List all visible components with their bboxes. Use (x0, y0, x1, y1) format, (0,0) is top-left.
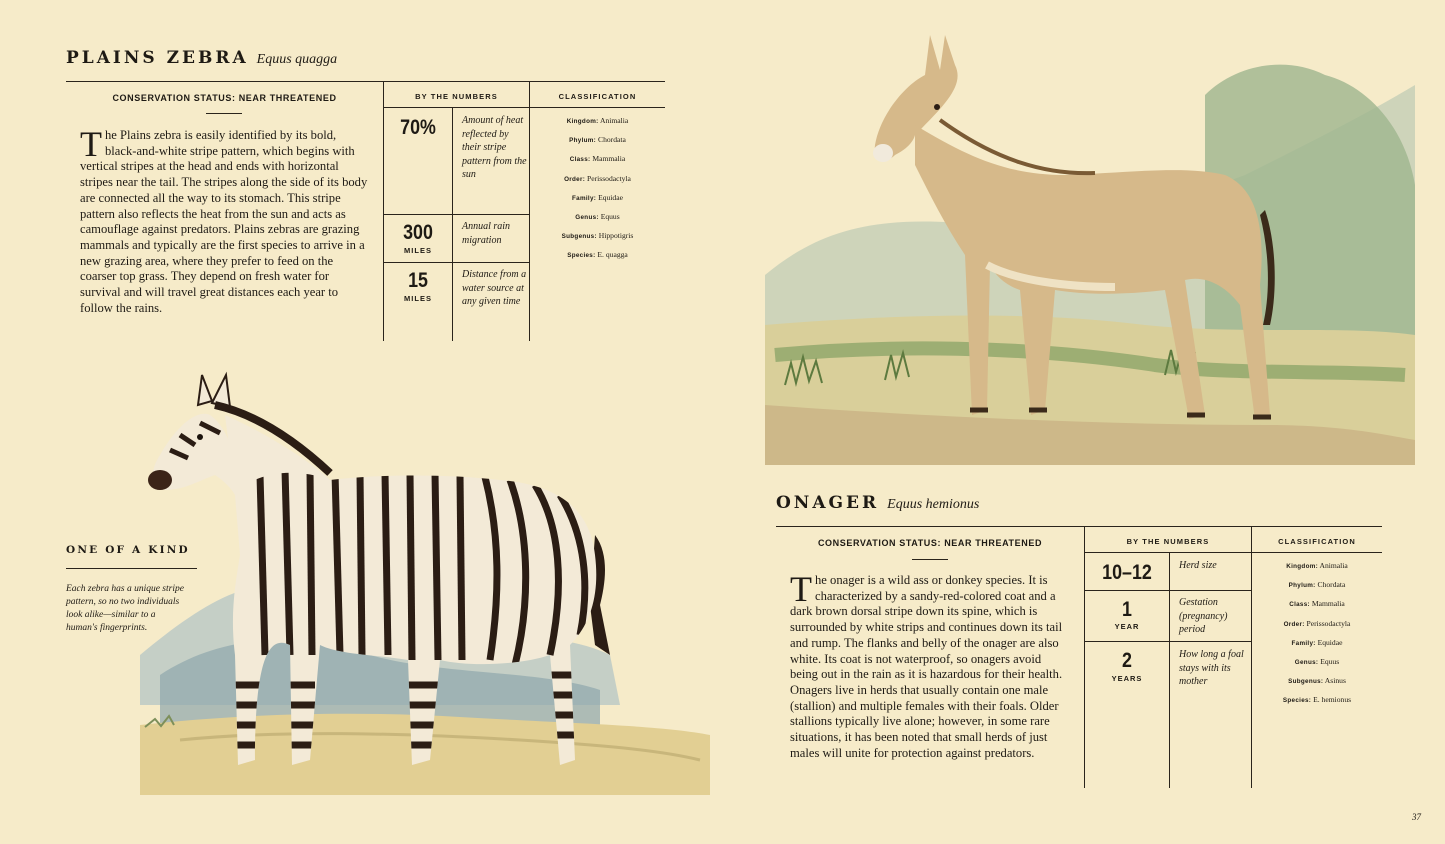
classification-row: Genus: Equus (1294, 657, 1340, 667)
onager-stat-desc: Gestation (pregnancy) period (1179, 597, 1228, 636)
onager-stat-desc: How long a foal stays with its mother (1179, 649, 1244, 688)
onager-conservation-status: CONSERVATION STATUS: NEAR THREATENED (817, 538, 1043, 548)
onager-drop-cap: T (790, 569, 812, 609)
onager-illustration (765, 25, 1420, 470)
zebra-stat-desc: Amount of heat reflected by their stripe pattern from the sun (462, 115, 527, 181)
classification-row: Genus: Equus (575, 212, 620, 222)
aside-title: ONE OF A KIND (66, 544, 190, 556)
zebra-stat-desc: Annual rain migration (462, 221, 511, 246)
zebra-top-rule (66, 81, 665, 82)
onager-stat-value: 1 (1122, 598, 1132, 621)
onager-stat-value: 2 (1122, 649, 1132, 672)
onager-status-rule (912, 559, 948, 560)
zebra-common-name: PLAINS ZEBRA (66, 48, 249, 68)
classification-row: Subgenus: Hippotigris (561, 231, 634, 241)
onager-header-rule (1084, 552, 1382, 553)
classification-row: Kingdom: Animalia (1286, 561, 1348, 570)
zebra-paragraph: he Plains zebra is easily identified by its bold, black-and-white stripe pattern, which begins with vertical stripes at the head and ends with horizontal stripes near the tail. The stripes along the side of its body are connected all the way to its stomach. This stripe pattern also reflects the heat from the sun and acts as camouflage against predators. Plains zebras are grazing mammals and typically are the first species to arrive in a new grazing area, where they prefer to feed on the coarser top grass. They depend on fresh water for survival and will travel great distances each year to follow the rains. (80, 128, 368, 315)
zebra-stat-value: 300 (403, 221, 433, 244)
zebra-body-text (80, 124, 370, 316)
zebra-stat-desc: Distance from a water source at any given time (462, 269, 527, 308)
zebra-title (66, 48, 337, 68)
onager-title (776, 493, 979, 513)
zebra-illustration (140, 355, 720, 800)
zebra-header-rule (383, 107, 665, 108)
classification-row: Class: Mammalia (569, 154, 626, 164)
onager-classification-header: CLASSIFICATION (1278, 537, 1356, 546)
classification-row: Subgenus: Asinus (1288, 676, 1346, 686)
classification-row: Species: E. quagga (567, 250, 628, 260)
onager-stat-unit: YEARS (1111, 674, 1143, 683)
onager-divider-1 (1084, 526, 1085, 788)
onager-common-name: ONAGER (776, 493, 880, 513)
zebra-stat-unit: MILES (404, 294, 432, 303)
aside-text: Each zebra has a unique stripe pattern, so no two individuals look alike—similar to a human's fingerprints. (66, 584, 184, 633)
zebra-classification-list (530, 112, 665, 266)
classification-row: Phylum: Chordata (1288, 580, 1346, 590)
zebra-status-rule (206, 113, 242, 114)
zebra-stat-value: 15 (408, 269, 428, 292)
onager-row-rule-1 (1084, 590, 1251, 591)
zebra-by-numbers-header: BY THE NUMBERS (415, 92, 498, 101)
zebra-row-rule-2 (383, 262, 529, 263)
onager-divider-2 (1169, 552, 1170, 788)
classification-row: Order: Perissodactyla (564, 173, 631, 183)
onager-row-rule-2 (1084, 641, 1251, 642)
classification-row: Species: E. hemionus (1282, 695, 1352, 705)
onager-stat-unit: YEAR (1114, 622, 1140, 631)
classification-row: Kingdom: Animalia (566, 116, 629, 125)
zebra-conservation-status: CONSERVATION STATUS: NEAR THREATENED (112, 93, 337, 103)
page-number: 37 (1412, 812, 1421, 822)
zebra-drop-cap: T (80, 124, 102, 164)
classification-row: Family: Equidae (1291, 637, 1343, 647)
zebra-divider-2 (452, 108, 453, 341)
classification-row: Class: Mammalia (1289, 599, 1345, 609)
onager-stat-desc: Herd size (1179, 560, 1217, 571)
onager-classification-list (1252, 557, 1382, 711)
classification-row: Order: Perissodactyla (1283, 618, 1351, 628)
classification-row: Family: Equidae (572, 192, 623, 202)
zebra-classification-header: CLASSIFICATION (558, 92, 637, 101)
zebra-row-rule-1 (383, 214, 529, 215)
onager-scientific-name: Equus hemionus (887, 497, 980, 512)
onager-body-text (790, 569, 1070, 761)
zebra-scientific-name: Equus quagga (256, 52, 338, 67)
onager-by-numbers-header: BY THE NUMBERS (1126, 537, 1210, 546)
onager-stat-value: 10–12 (1102, 561, 1152, 584)
zebra-stat-value: 70% (400, 116, 436, 139)
onager-paragraph: he onager is a wild ass or donkey species. It is characterized by a sandy-red-colored coat and a dark brown dorsal stripe down its spine, which is surrounded by white strips and continues down its tail and rump. The flanks and belly of the onager are also white. Its coat is not waterproof, so onagers avoid being out in the rain as it is hazardous for their health. Onagers live in herds that usually contain one male (stallion) and multiple females with their foals. Older stallions typically live alone; however, in some rare situations, it has been noted that small herds of just males will unite for protection against predators. (790, 573, 1063, 760)
onager-top-rule (776, 526, 1382, 527)
zebra-stat-unit: MILES (404, 246, 432, 255)
classification-row: Phylum: Chordata (569, 135, 626, 145)
